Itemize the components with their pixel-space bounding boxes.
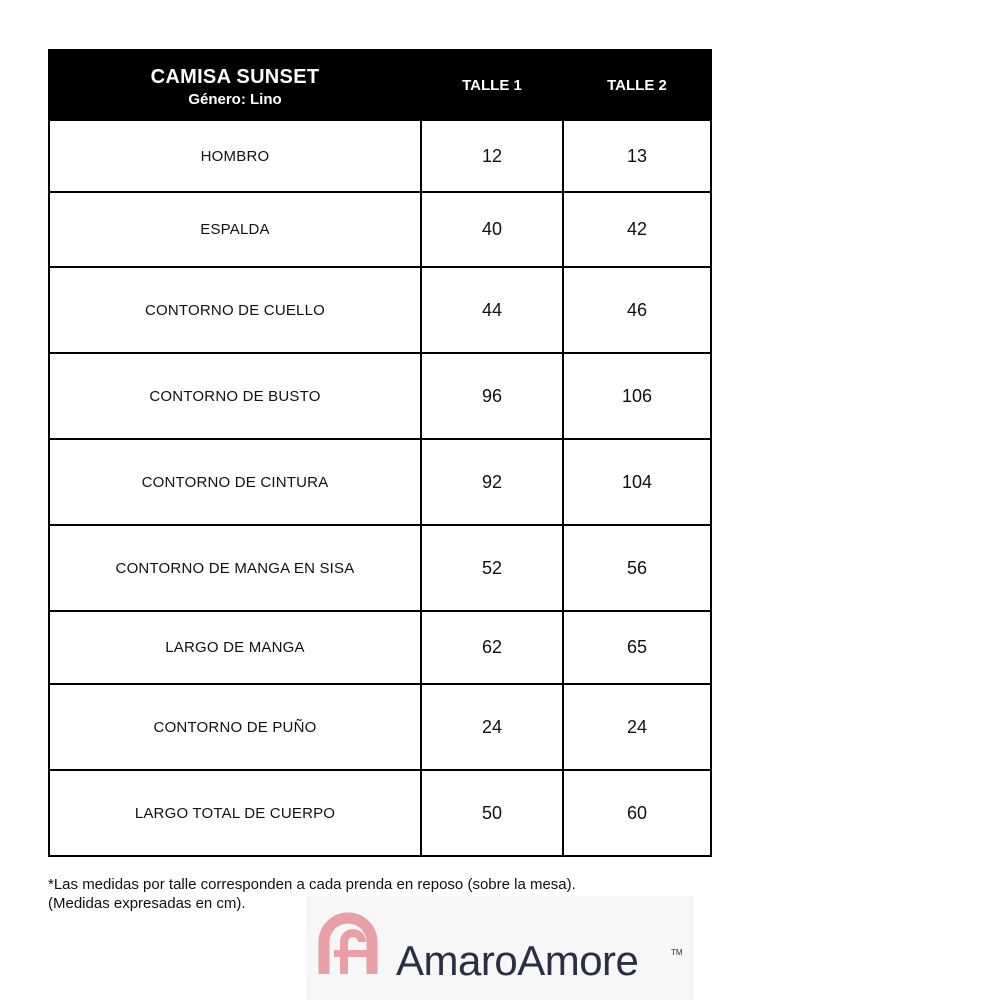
measurement-label: CONTORNO DE MANGA EN SISA bbox=[49, 525, 421, 611]
product-title: CAMISA SUNSET bbox=[150, 66, 320, 88]
table-row bbox=[49, 267, 711, 353]
brand-wordmark: AmaroAmore bbox=[396, 937, 639, 984]
measurement-label: CONTORNO DE BUSTO bbox=[49, 353, 421, 439]
size-1-value: 50 bbox=[421, 770, 563, 856]
measurement-label: HOMBRO bbox=[49, 120, 421, 192]
size-2-value: 42 bbox=[563, 192, 711, 267]
product-subtitle: Género: Lino bbox=[188, 91, 282, 108]
table-row bbox=[49, 192, 711, 267]
trademark-symbol: TM bbox=[671, 948, 683, 957]
measurement-label: LARGO DE MANGA bbox=[49, 611, 421, 684]
brand-logo bbox=[306, 896, 694, 1000]
size-1-value: 92 bbox=[421, 439, 563, 525]
size-2-value: 56 bbox=[563, 525, 711, 611]
table-row bbox=[49, 353, 711, 439]
table-row bbox=[49, 525, 711, 611]
amaro-amore-logo-mark-icon bbox=[318, 912, 384, 984]
size-2-value: 106 bbox=[563, 353, 711, 439]
footnote-line-2: (Medidas expresadas en cm). bbox=[48, 895, 246, 912]
size-2-value: 13 bbox=[563, 120, 711, 192]
product-header-cell bbox=[49, 50, 421, 120]
table-row bbox=[49, 120, 711, 192]
size-1-value: 44 bbox=[421, 267, 563, 353]
size-1-value: 24 bbox=[421, 684, 563, 770]
table-row bbox=[49, 611, 711, 684]
size-2-value: 65 bbox=[563, 611, 711, 684]
footnote-line-1: *Las medidas por talle corresponden a cada prenda en reposo (sobre la mesa). bbox=[48, 876, 576, 893]
size-1-value: 96 bbox=[421, 353, 563, 439]
size-1-value: 52 bbox=[421, 525, 563, 611]
table-row bbox=[49, 439, 711, 525]
size-1-value: 12 bbox=[421, 120, 563, 192]
size-2-value: 24 bbox=[563, 684, 711, 770]
size-2-value: 46 bbox=[563, 267, 711, 353]
table-row bbox=[49, 770, 711, 856]
size-2-value: 60 bbox=[563, 770, 711, 856]
measurement-label: ESPALDA bbox=[49, 192, 421, 267]
size-1-value: 40 bbox=[421, 192, 563, 267]
measurement-label: CONTORNO DE CINTURA bbox=[49, 439, 421, 525]
size-2-value: 104 bbox=[563, 439, 711, 525]
measurement-label: CONTORNO DE PUÑO bbox=[49, 684, 421, 770]
size-chart-table bbox=[48, 49, 712, 857]
measurement-label: CONTORNO DE CUELLO bbox=[49, 267, 421, 353]
size-header-2: TALLE 2 bbox=[563, 50, 711, 120]
table-header-row bbox=[49, 50, 711, 120]
measurement-label: LARGO TOTAL DE CUERPO bbox=[49, 770, 421, 856]
size-header-1: TALLE 1 bbox=[421, 50, 563, 120]
size-1-value: 62 bbox=[421, 611, 563, 684]
table-row bbox=[49, 684, 711, 770]
